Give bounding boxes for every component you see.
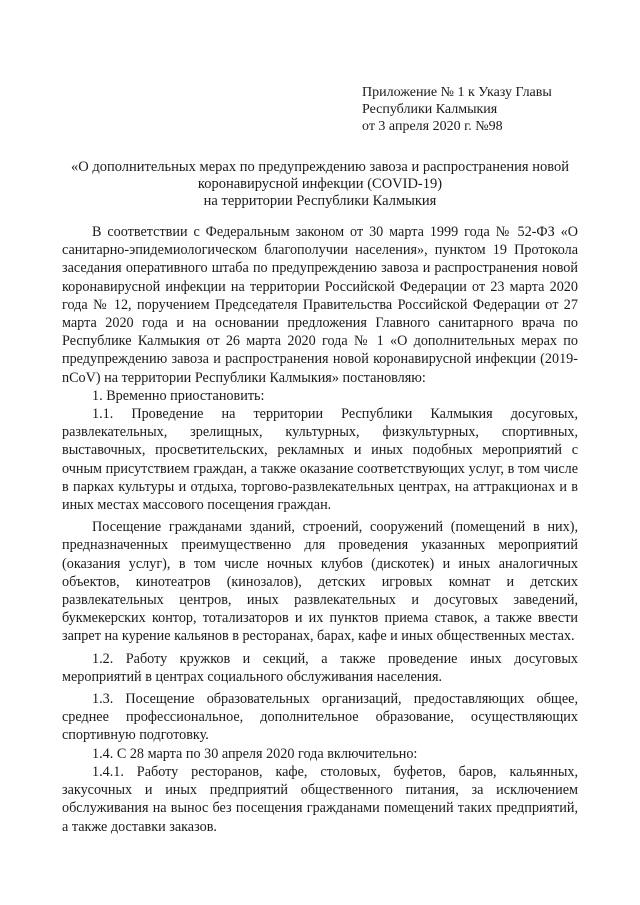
document-body [62, 223, 578, 836]
clause-1-2: 1.2. Работу кружков и секций, а также проведение иных досуговых мероприятий в центрах социального обслуживания населения. [62, 650, 578, 685]
appendix-line-1: Приложение № 1 к Указу Главы [362, 85, 552, 100]
clause-1: 1. Временно приостановить: [92, 387, 265, 404]
clause-1-1-continuation: Посещение гражданами зданий, строений, сооружений (помещений в них), предназначенных преимущественно для проведения указанных мероприятий (оказания услуг), в том числе ночных клубов (дискотек) и иных аналогичных объектов, кинотеатров (кинозалов), детских игровых комнат и детских развлекательных центров, иных развлекательных и досуговых заведений, букмекерских контор, тотализаторов и их пунктов приема ставок, а также ввести запрет на курение кальянов в ресторанах, барах, кафе и иных общественных местах. [62, 519, 578, 645]
appendix-line-2: Республики Калмыкия [362, 102, 498, 117]
clause-1-3: 1.3. Посещение образовательных организаций, предоставляющих общее, среднее профессиональное, дополнительное образование, осуществляющих спортивную подготовку. [62, 691, 578, 744]
appendix-line-3: от 3 апреля 2020 г. №98 [362, 119, 503, 134]
title-line-3: на территории Республики Калмыкия [203, 193, 437, 209]
title-line-1: «О дополнительных мерах по предупреждению завоза и распространения новой [71, 159, 569, 175]
preamble-paragraph: В соответствии с Федеральным законом от 30 марта 1999 года № 52-ФЗ «О санитарно-эпидемиологическом благополучии населения», пунктом 19 Протокола заседания оперативного штаба по предупреждению завоза и распространения новой коронавирусной инфекции на территории Российской Федерации от 23 марта 2020 года № 12, поручением Председателя Правительства Российской Федерации от 27 марта 2020 года и на основании предложения Главного санитарного врача по Республике Калмыкия от 26 марта 2020 года № 1 «О дополнительных мерах по предупреждению завоза и распространения новой коронавирусной инфекции (2019-nCoV) на территории Республики Калмыкия» постановляю: [62, 224, 578, 386]
clause-1-4-1: 1.4.1. Работу ресторанов, кафе, столовых, буфетов, баров, кальянных, закусочных и иных предприятий общественного питания, за исключением обслуживания на вынос без посещения гражданами помещений таких предприятий, а также доставки заказов. [62, 763, 578, 835]
document-title [40, 159, 600, 210]
clause-1-4: 1.4. С 28 марта по 30 апреля 2020 года включительно: [92, 745, 418, 762]
title-line-2: коронавирусной инфекции (COVID-19) [197, 176, 443, 192]
clause-1-1: 1.1. Проведение на территории Республики Калмыкия досуговых, развлекательных, зрелищных, культурных, физкультурных, спортивных, выставочных, просветительских, рекламных и иных подобных мероприятий с очным присутствием граждан, а также оказание соответствующих услуг, в том числе в парках культуры и отдыха, торгово-развлекательных центрах, на аттракционах и в иных местах массового посещения граждан. [62, 406, 578, 514]
appendix-header [362, 84, 602, 135]
